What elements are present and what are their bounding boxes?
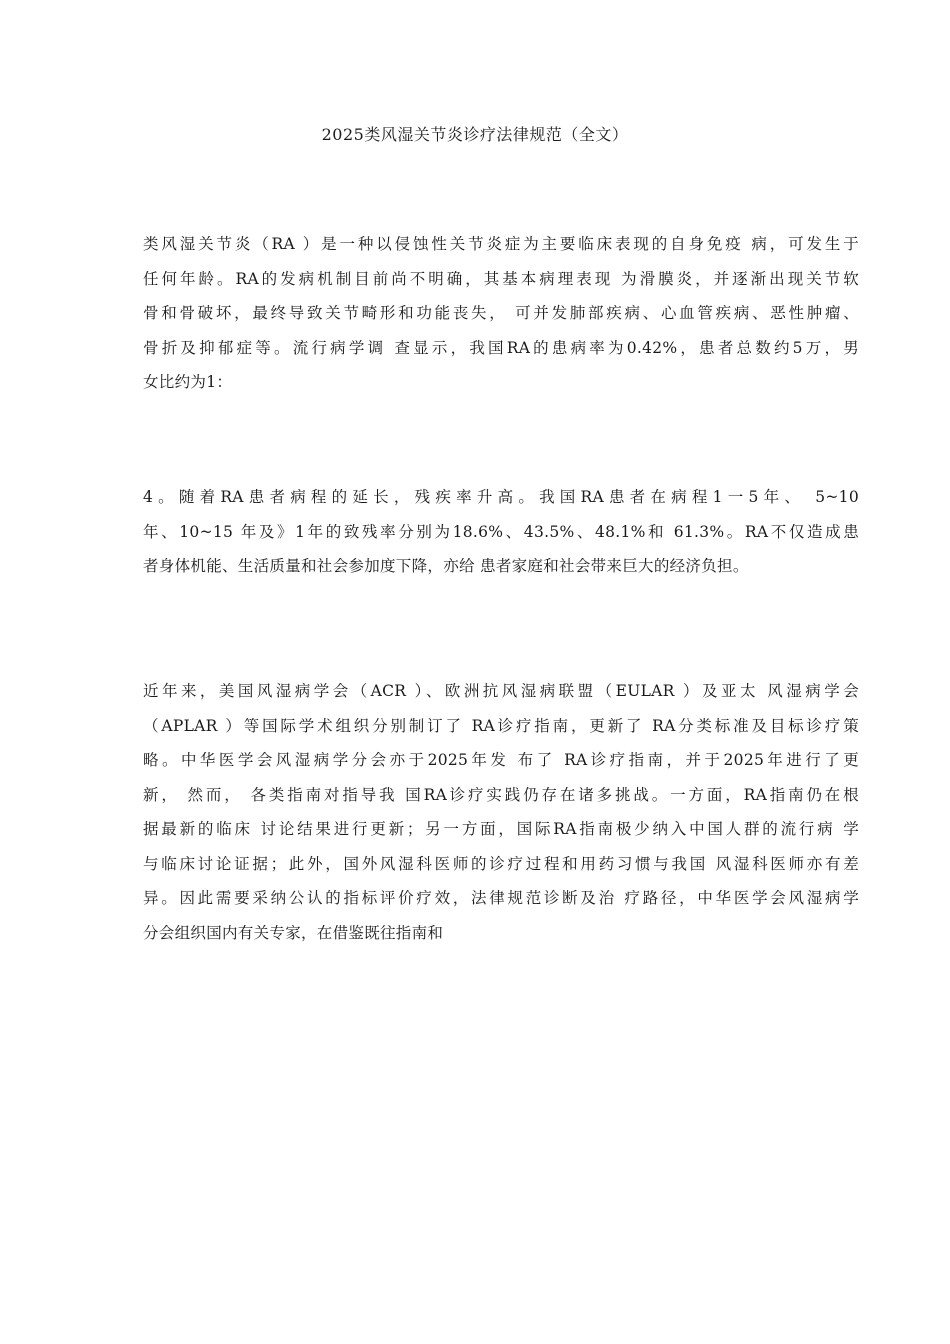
text-line: 骨折及抑郁症等。流行病学调 查显示，我国RA的患病率为0.42%，患者总数约5万，男 xyxy=(143,338,859,357)
text-line: 年、10~15 年及》1年的致残率分别为18.6%、43.5%、48.1%和 61.3%。RA不仅造成患 xyxy=(143,522,859,541)
text-line: 异。因此需要采纳公认的指标评价疗效，法律规范诊断及治 疗路径，中华医学会风湿病学 xyxy=(143,889,859,907)
text-line: 新， 然而， 各类指南对指导我 国RA诊疗实践仍存在诸多挑战。一方面，RA指南仍在根 xyxy=(143,785,859,804)
paragraph-disability-rates xyxy=(143,480,859,584)
text-line: 略。中华医学会风湿病学分会亦于2025年发 布了 RA诊疗指南，并于2025年进行了更 xyxy=(143,751,859,769)
text-line: 分会组织国内有关专家，在借鉴既往指南和 xyxy=(143,923,444,942)
paragraph-ra-overview xyxy=(143,227,859,400)
text-line: 骨和骨破坏，最终导致关节畸形和功能丧失， 可并发肺部疾病、心血管疾病、恶性肿瘤、 xyxy=(143,304,859,322)
paragraph-guidelines xyxy=(143,674,859,950)
text-line: （APLAR ）等国际学术组织分别制订了 RA诊疗指南，更新了 RA分类标准及目标诊疗策 xyxy=(143,716,859,735)
text-line: 类风湿关节炎（RA ）是一种以侵蚀性关节炎症为主要临床表现的自身免疫 病，可发生于 xyxy=(143,235,859,253)
document-title: 2025类风湿关节炎诊疗法律规范（全文） xyxy=(321,125,629,144)
text-line: 与临床讨论证据；此外，国外风湿科医师的诊疗过程和用药习惯与我国 风湿科医师亦有差 xyxy=(143,854,859,873)
text-line: 近年来，美国风湿病学会（ACR ）、欧洲抗风湿病联盟（EULAR ）及亚太 风湿病学会 xyxy=(143,682,859,700)
text-line: 女比约为1： xyxy=(143,373,233,391)
text-line: 据最新的临床 讨论结果进行更新；另一方面，国际RA指南极少纳入中国人群的流行病 学 xyxy=(143,820,859,838)
text-line: 任何年龄。RA的发病机制目前尚不明确，其基本病理表现 为滑膜炎，并逐渐出现关节软 xyxy=(143,269,859,288)
text-line: 者身体机能、生活质量和社会参加度下降，亦给 患者家庭和社会带来巨大的经济负担。 xyxy=(143,557,749,575)
text-line: 4。随着RA患者病程的延长，残疾率升高。我国RA患者在病程1一5年、 5~10 xyxy=(143,488,859,506)
